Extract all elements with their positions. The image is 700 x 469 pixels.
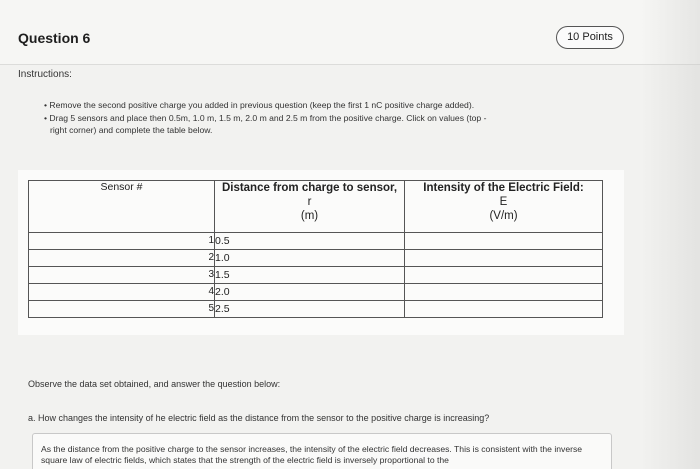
points-badge: 10 Points <box>556 26 624 49</box>
instructions-list <box>44 99 604 137</box>
table-row <box>29 250 603 267</box>
sensor-number: 4 <box>29 284 215 301</box>
distance-cell[interactable]: 0.5 <box>215 233 405 250</box>
distance-cell[interactable]: 1.0 <box>215 250 405 267</box>
observe-instruction: Observe the data set obtained, and answer the question below: <box>28 379 281 389</box>
header-distance-unit: (m) <box>300 210 319 222</box>
instruction-bullet-2: • Drag 5 sensors and place then 0.5m, 1.0 m, 1.5 m, 2.0 m and 2.5 m from the positive charge. Click on values (top - <box>44 112 487 123</box>
table-row <box>29 301 603 318</box>
table-header-row <box>29 181 603 233</box>
question-title: Question 6 <box>18 30 91 46</box>
header-intensity-symbol: E <box>499 196 508 208</box>
intensity-cell[interactable] <box>405 233 603 250</box>
answer-a-textarea[interactable] <box>32 433 612 469</box>
sensor-number: 2 <box>29 250 215 267</box>
instruction-bullet-2-continued: right corner) and complete the table below. <box>50 125 213 135</box>
header-distance-title: Distance from charge to sensor, <box>221 182 398 194</box>
distance-cell[interactable]: 2.0 <box>215 284 405 301</box>
table-row <box>29 284 603 301</box>
question-a-text: a. How changes the intensity of he electric field as the distance from the sensor to the positive charge is increasing? <box>28 413 490 423</box>
table-row <box>29 267 603 284</box>
intensity-cell[interactable] <box>405 250 603 267</box>
sensor-number: 5 <box>29 301 215 318</box>
intensity-cell[interactable] <box>405 301 603 318</box>
header-distance <box>215 181 405 233</box>
intensity-cell[interactable] <box>405 267 603 284</box>
header-intensity-title: Intensity of the Electric Field: <box>423 182 584 194</box>
distance-cell[interactable]: 2.5 <box>215 301 405 318</box>
screen-edge-shade <box>640 0 700 469</box>
header-sensor: Sensor # <box>29 181 215 233</box>
sensor-number: 1 <box>29 233 215 250</box>
answer-a-value: As the distance from the positive charge to the sensor increases, the intensity of the electric field decreases. This is consistent with the inverse square law of electric fields, which states that the strength of the electric field is inversely proportional to the <box>41 444 583 465</box>
table-row <box>29 233 603 250</box>
sensor-number: 3 <box>29 267 215 284</box>
distance-cell[interactable]: 1.5 <box>215 267 405 284</box>
intensity-cell[interactable] <box>405 284 603 301</box>
sensor-table <box>28 180 603 318</box>
header-distance-symbol: r <box>307 196 312 208</box>
header-intensity-unit: (V/m) <box>489 210 518 222</box>
instructions-label: Instructions: <box>18 69 72 80</box>
question-header <box>0 0 700 65</box>
header-intensity <box>405 181 603 233</box>
instruction-bullet-1: • Remove the second positive charge you added in previous question (keep the first 1 nC positive charge added). <box>44 100 475 110</box>
